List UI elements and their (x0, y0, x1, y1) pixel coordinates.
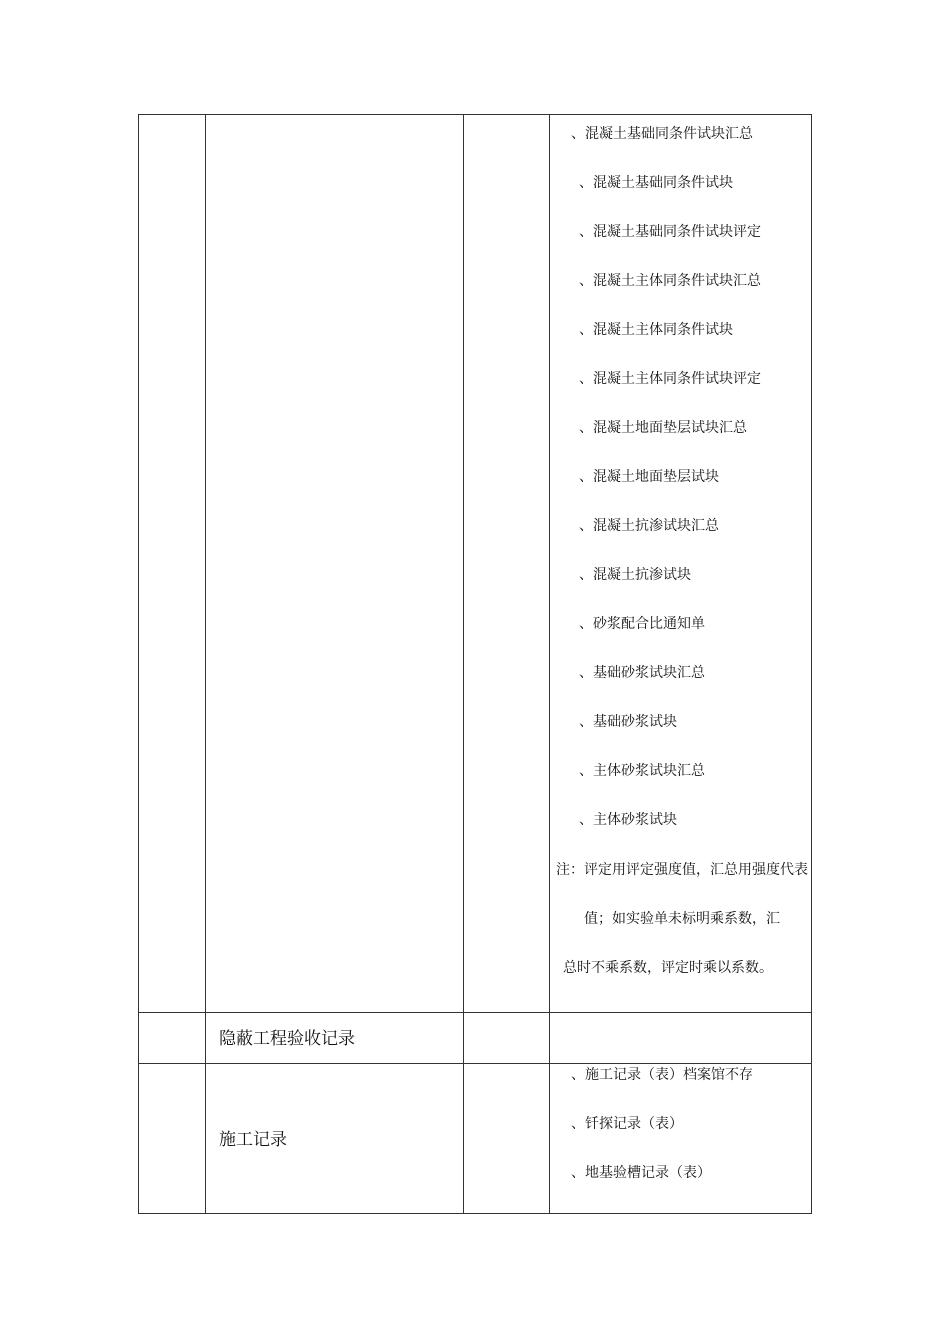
records-table (138, 114, 812, 1214)
row-title: 施工记录 (219, 1130, 287, 1150)
column-divider (463, 115, 464, 1213)
row-title: 隐蔽工程验收记录 (219, 1029, 355, 1049)
list-item: 、混凝土基础同条件试块汇总 (571, 126, 753, 142)
note-text: 注：评定用评定强度值，汇总用强度代表 (556, 862, 808, 878)
list-item: 、施工记录（表）档案馆不存 (571, 1067, 753, 1083)
list-item: 、基础砂浆试块 (579, 714, 677, 730)
list-item: 、基础砂浆试块汇总 (579, 665, 705, 681)
column-divider (549, 115, 550, 1213)
list-item: 、主体砂浆试块 (579, 812, 677, 828)
list-item: 、混凝土主体同条件试块评定 (579, 371, 761, 387)
list-item: 、混凝土基础同条件试块 (579, 175, 733, 191)
list-item: 、混凝土抗渗试块汇总 (579, 518, 719, 534)
list-item: 、混凝土主体同条件试块 (579, 322, 733, 338)
list-item: 、混凝土基础同条件试块评定 (579, 224, 761, 240)
row-divider (139, 1012, 811, 1013)
list-item: 、混凝土地面垫层试块 (579, 469, 719, 485)
list-item: 、混凝土抗渗试块 (579, 567, 691, 583)
list-item: 、砂浆配合比通知单 (579, 616, 705, 632)
list-item: 、地基验槽记录（表） (571, 1165, 711, 1181)
list-item: 、钎探记录（表） (571, 1116, 683, 1132)
column-divider (205, 115, 206, 1213)
list-item: 、主体砂浆试块汇总 (579, 763, 705, 779)
note-text: 值；如实验单未标明乘系数，汇 (584, 911, 780, 927)
list-item: 、混凝土主体同条件试块汇总 (579, 273, 761, 289)
list-item: 、混凝土地面垫层试块汇总 (579, 420, 747, 436)
note-text: 总时不乘系数，评定时乘以系数。 (563, 960, 773, 976)
row-divider (139, 1063, 811, 1064)
